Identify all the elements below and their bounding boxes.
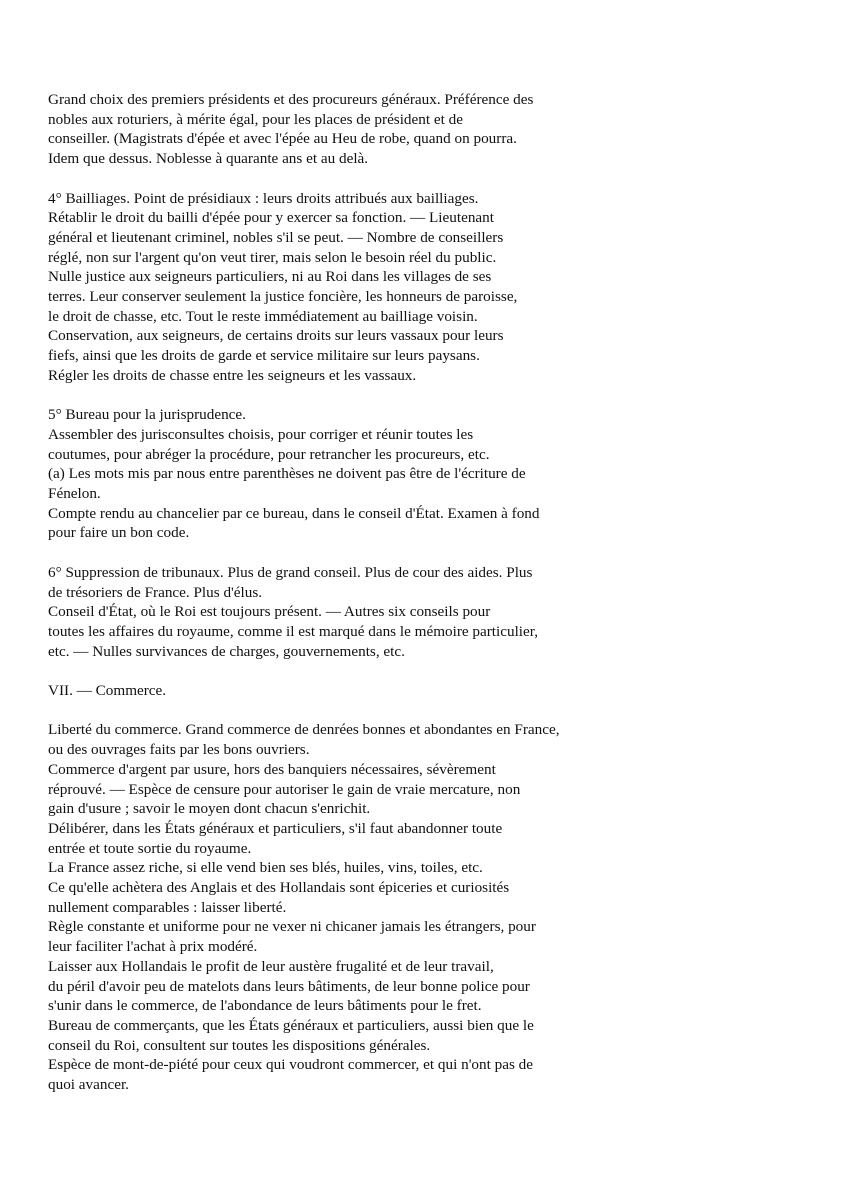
text-line: conseil du Roi, consultent sur toutes les dispositions générales.: [48, 1036, 431, 1054]
text-line: Régler les droits de chasse entre les seigneurs et les vassaux.: [48, 366, 417, 384]
text-line: pour faire un bon code.: [48, 524, 190, 542]
text-line: Grand choix des premiers présidents et des procureurs généraux. Préférence des: [48, 91, 534, 108]
text-line: fiefs, ainsi que les droits de garde et service militaire sur leurs paysans.: [48, 347, 480, 365]
text-line: conseiller. (Magistrats d'épée et avec l'épée au Heu de robe, quand on pourra.: [48, 130, 517, 148]
paragraph-gap: [48, 543, 828, 563]
text-line: coutumes, pour abréger la procédure, pour retrancher les procureurs, etc.: [48, 445, 490, 463]
document-page: [48, 90, 828, 1095]
text-line: Bureau de commerçants, que les États généraux et particuliers, aussi bien que le: [48, 1016, 534, 1034]
section-heading-commerce: [48, 681, 828, 701]
paragraph-bailliages: [48, 189, 828, 386]
text-line: Idem que dessus. Noblesse à quarante ans et au delà.: [48, 150, 369, 168]
paragraph-jurisprudence: [48, 405, 828, 543]
text-line: Assembler des jurisconsultes choisis, pour corriger et réunir toutes les: [48, 425, 474, 443]
text-line: toutes les affaires du royaume, comme il est marqué dans le mémoire particulier,: [48, 622, 539, 640]
text-line: 6° Suppression de tribunaux. Plus de grand conseil. Plus de cour des aides. Plus: [48, 563, 533, 581]
text-line: réglé, non sur l'argent qu'on veut tirer, mais selon le besoin réel du public.: [48, 248, 497, 266]
text-line: leur faciliter l'achat à prix modéré.: [48, 938, 258, 956]
text-line: Compte rendu au chancelier par ce bureau, dans le conseil d'État. Examen à fond: [48, 504, 540, 522]
text-line: La France assez riche, si elle vend bien ses blés, huiles, vins, toiles, etc.: [48, 859, 483, 877]
text-line: nullement comparables : laisser liberté.: [48, 898, 287, 916]
paragraph-gap: [48, 661, 828, 681]
text-line: entrée et toute sortie du royaume.: [48, 839, 252, 857]
text-line: Conseil d'État, où le Roi est toujours présent. — Autres six conseils pour: [48, 603, 491, 621]
text-line: Liberté du commerce. Grand commerce de denrées bonnes et abondantes en France,: [48, 721, 560, 739]
text-line: s'unir dans le commerce, de l'abondance de leurs bâtiments pour le fret.: [48, 997, 482, 1015]
text-line: Laisser aux Hollandais le profit de leur austère frugalité et de leur travail,: [48, 957, 494, 975]
text-line: Conservation, aux seigneurs, de certains droits sur leurs vassaux pour leurs: [48, 327, 504, 345]
text-line: Rétablir le droit du bailli d'épée pour y exercer sa fonction. — Lieutenant: [48, 209, 494, 227]
text-line: terres. Leur conserver seulement la justice foncière, les honneurs de paroisse,: [48, 288, 518, 306]
text-line: Espèce de mont-de-piété pour ceux qui voudront commercer, et qui n'ont pas de: [48, 1056, 534, 1074]
text-line: etc. — Nulles survivances de charges, gouvernements, etc.: [48, 642, 405, 660]
text-line: (a) Les mots mis par nous entre parenthèses ne doivent pas être de l'écriture de: [48, 465, 526, 483]
text-line: nobles aux roturiers, à mérite égal, pour les places de président et de: [48, 110, 463, 128]
text-line: quoi avancer.: [48, 1076, 129, 1094]
text-line: de trésoriers de France. Plus d'élus.: [48, 583, 263, 601]
paragraph-commerce: [48, 720, 828, 1094]
text-line: 4° Bailliages. Point de présidiaux : leurs droits attribués aux bailliages.: [48, 189, 479, 207]
paragraph-gap: [48, 701, 828, 721]
text-line: du péril d'avoir peu de matelots dans leurs bâtiments, de leur bonne police pour: [48, 977, 530, 995]
paragraph-gap: [48, 169, 828, 189]
text-line: ou des ouvrages faits par les bons ouvriers.: [48, 741, 310, 759]
text-line: Commerce d'argent par usure, hors des banquiers nécessaires, sévèrement: [48, 760, 496, 778]
text-line: Règle constante et uniforme pour ne vexer ni chicaner jamais les étrangers, pour: [48, 918, 536, 936]
text-line: le droit de chasse, etc. Tout le reste immédiatement au bailliage voisin.: [48, 307, 478, 325]
text-line: Délibérer, dans les États généraux et particuliers, s'il faut abandonner toute: [48, 819, 503, 837]
text-line: général et lieutenant criminel, nobles s'il se peut. — Nombre de conseillers: [48, 228, 504, 246]
text-line: Fénelon.: [48, 485, 101, 503]
paragraph-magistrats: [48, 90, 828, 169]
paragraph-gap: [48, 386, 828, 406]
text-line: gain d'usure ; savoir le moyen dont chacun s'enrichit.: [48, 800, 371, 818]
text-line: Nulle justice aux seigneurs particuliers, ni au Roi dans les villages de ses: [48, 268, 492, 286]
text-line: Ce qu'elle achètera des Anglais et des Hollandais sont épiceries et curiosités: [48, 879, 510, 897]
text-line: réprouvé. — Espèce de censure pour autoriser le gain de vraie mercature, non: [48, 780, 521, 798]
section-heading: VII. — Commerce.: [48, 682, 167, 700]
text-line: 5° Bureau pour la jurisprudence.: [48, 406, 246, 424]
paragraph-tribunaux: [48, 563, 828, 662]
